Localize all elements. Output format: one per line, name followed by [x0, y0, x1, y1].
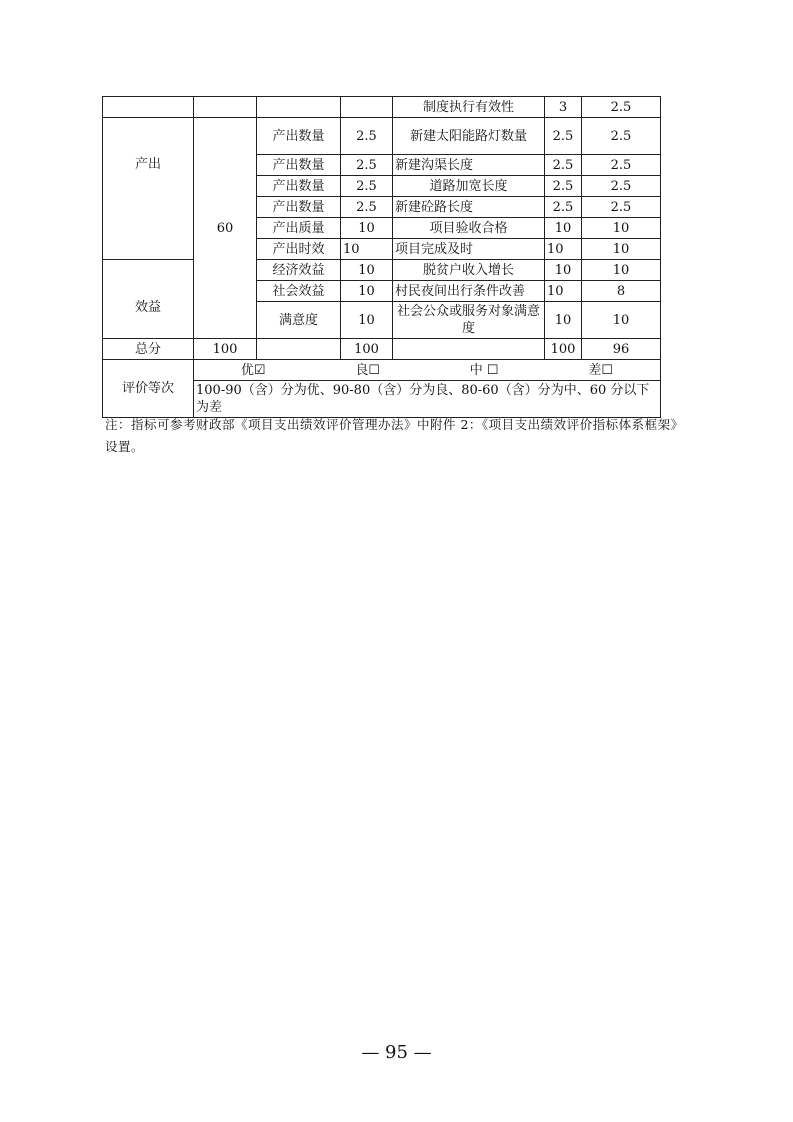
indicator-cell: 项目验收合格 — [393, 218, 545, 239]
evaluation-label: 评价等次 — [103, 360, 194, 418]
sub-value-cell: 10 — [341, 260, 393, 281]
score-cell: 10 — [582, 218, 661, 239]
indicator-cell: 村民夜间出行条件改善 — [393, 281, 545, 302]
score-cell: 8 — [582, 281, 661, 302]
page-number: — 95 — — [361, 1042, 432, 1063]
sub-value-cell: 10 — [341, 302, 393, 339]
total-value: 100 — [341, 339, 393, 360]
indicator-cell: 制度执行有效性 — [393, 97, 545, 118]
score-cell: 10 — [582, 302, 661, 339]
table-row — [103, 97, 661, 118]
sub-indicator-cell: 产出数量 — [257, 155, 341, 176]
total-label: 总分 — [103, 339, 194, 360]
weight-cell: 10 — [545, 302, 582, 339]
footnote: 注：指标可参考财政部《项目支出绩效评价管理办法》中附件 2：《项目支出绩效评价指标体系框架》设置。 — [105, 417, 678, 454]
weight-cell: 2.5 — [545, 197, 582, 218]
weight-cell: 10 — [545, 260, 582, 281]
sub-value-cell: 10 — [341, 239, 393, 260]
score-cell: 2.5 — [582, 197, 661, 218]
sub-indicator-cell: 产出质量 — [257, 218, 341, 239]
score-cell: 2.5 — [582, 118, 661, 155]
table-row — [103, 118, 661, 155]
indicator-cell: 脱贫户收入增长 — [393, 260, 545, 281]
indicator-cell: 社会公众或服务对象满意度 — [393, 302, 545, 339]
sub-indicator-cell: 社会效益 — [257, 281, 341, 302]
grade-criteria: 100-90（含）分为优、90-80（含）分为良、80-60（含）分为中、60 分以下为差 — [194, 381, 661, 418]
grade-medium: 中 ☐ — [469, 362, 499, 378]
performance-evaluation-table — [102, 96, 661, 418]
total-weight-group: 100 — [194, 339, 257, 360]
table-cell — [257, 97, 341, 118]
table-cell — [341, 97, 393, 118]
evaluation-row — [103, 360, 661, 381]
grade-good: 良☐ — [355, 362, 380, 378]
score-cell: 2.5 — [582, 97, 661, 118]
sub-indicator-cell: 经济效益 — [257, 260, 341, 281]
sub-value-cell: 10 — [341, 281, 393, 302]
weight-cell: 10 — [545, 281, 582, 302]
sub-indicator-cell: 产出数量 — [257, 118, 341, 155]
score-cell: 2.5 — [582, 176, 661, 197]
table-cell — [103, 97, 194, 118]
sub-value-cell: 2.5 — [341, 197, 393, 218]
weight-cell: 2.5 — [545, 118, 582, 155]
indicator-cell: 新建太阳能路灯数量 — [393, 118, 545, 155]
score-cell: 2.5 — [582, 155, 661, 176]
grade-options — [194, 360, 661, 381]
weight-cell: 2.5 — [545, 176, 582, 197]
table-row — [103, 260, 661, 281]
table-cell — [393, 339, 545, 360]
sub-indicator-cell: 产出时效 — [257, 239, 341, 260]
sub-indicator-cell: 满意度 — [257, 302, 341, 339]
score-cell: 10 — [582, 239, 661, 260]
total-weight: 100 — [545, 339, 582, 360]
total-row — [103, 339, 661, 360]
sub-indicator-cell: 产出数量 — [257, 176, 341, 197]
sub-value-cell: 2.5 — [341, 176, 393, 197]
indicator-cell: 新建砼路长度 — [393, 197, 545, 218]
table-cell — [194, 97, 257, 118]
sub-value-cell: 2.5 — [341, 118, 393, 155]
sub-value-cell: 2.5 — [341, 155, 393, 176]
category-benefit-cell: 效益 — [103, 260, 194, 339]
grade-poor: 差☐ — [588, 362, 614, 378]
score-cell: 10 — [582, 260, 661, 281]
sub-indicator-cell: 产出数量 — [257, 197, 341, 218]
weight-group-cell: 60 — [194, 118, 257, 339]
table-cell — [257, 339, 341, 360]
weight-cell: 2.5 — [545, 155, 582, 176]
total-score: 96 — [582, 339, 661, 360]
weight-cell: 3 — [545, 97, 582, 118]
category-output-cell: 产出 — [103, 118, 194, 260]
indicator-cell: 项目完成及时 — [393, 239, 545, 260]
weight-cell: 10 — [545, 239, 582, 260]
indicator-cell: 新建沟渠长度 — [393, 155, 545, 176]
sub-value-cell: 10 — [341, 218, 393, 239]
weight-cell: 10 — [545, 218, 582, 239]
indicator-cell: 道路加宽长度 — [393, 176, 545, 197]
grade-excellent: 优☑ — [240, 362, 266, 378]
